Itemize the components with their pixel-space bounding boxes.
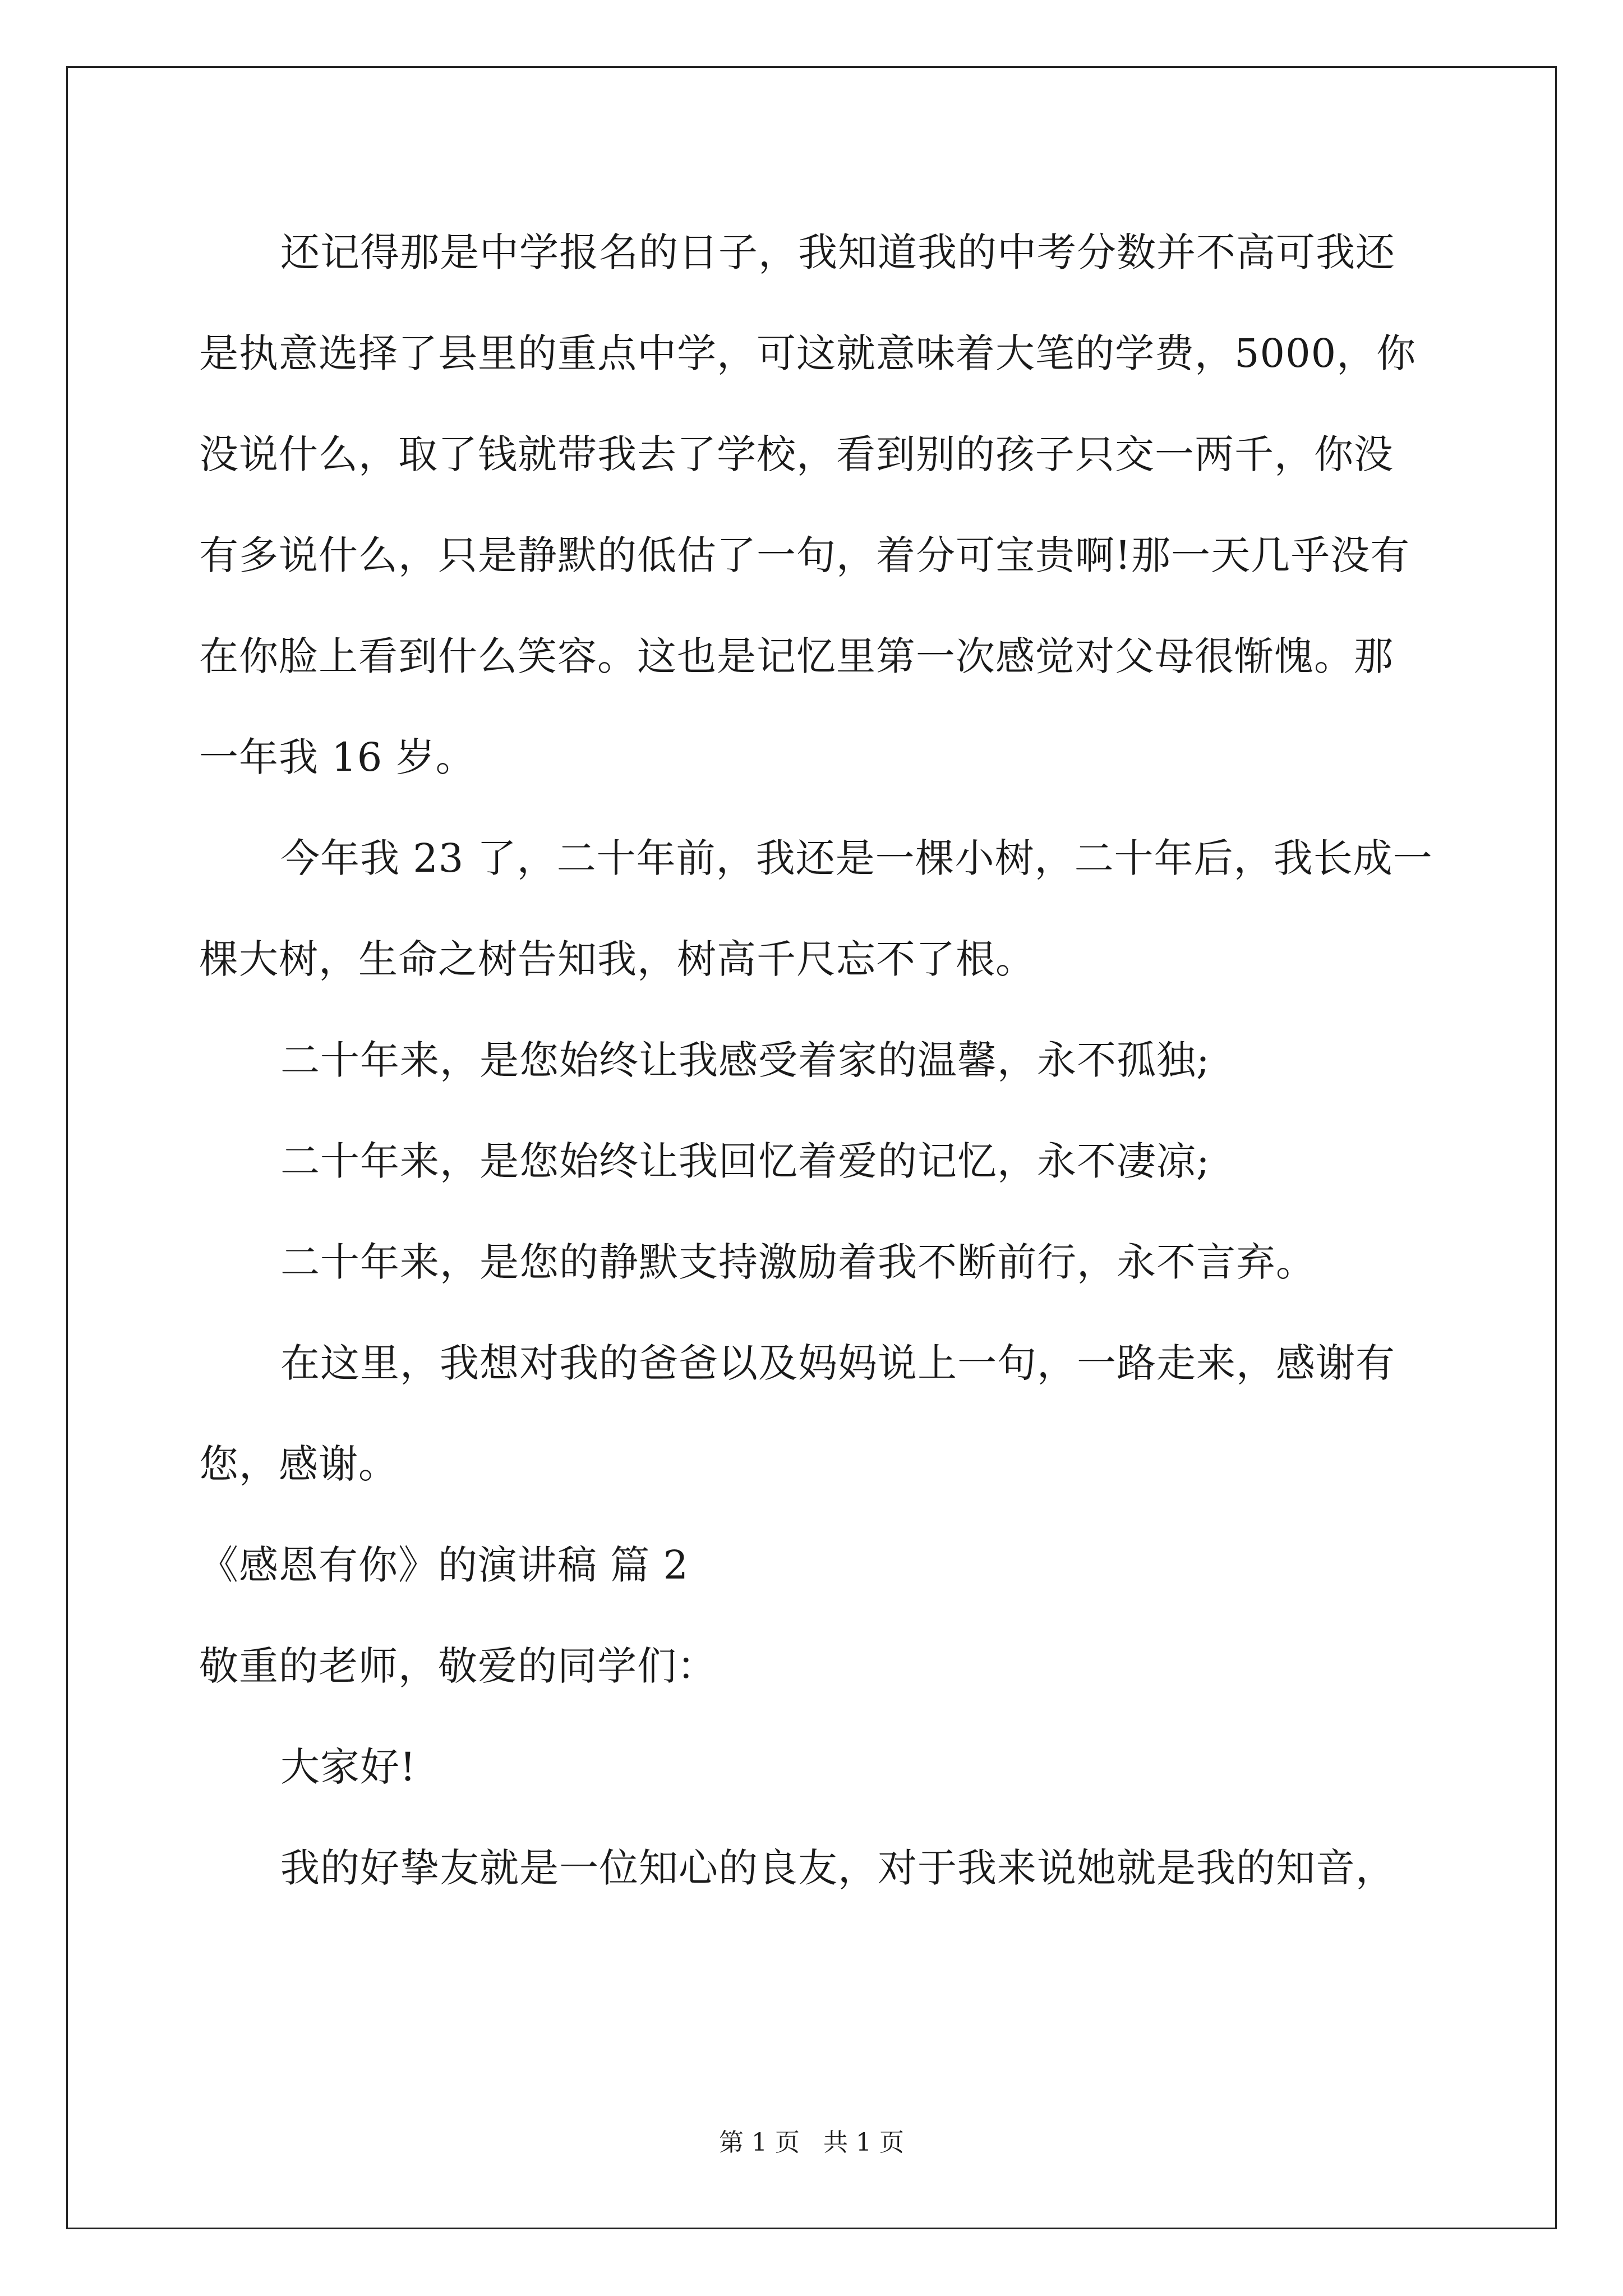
section-heading: 《感恩有你》的演讲稿 篇 2 — [199, 1542, 689, 1588]
paragraph-line: 在这里，我想对我的爸爸以及妈妈说上一句，一路走来，感谢有 — [280, 1340, 1395, 1386]
paragraph-line: 二十年来，是您的静默支持激励着我不断前行，永不言弃。 — [280, 1239, 1316, 1285]
salutation: 敬重的老师，敬爱的同学们： — [199, 1643, 717, 1689]
paragraph-line: 还记得那是中学报名的日子，我知道我的中考分数并不高可我还 — [280, 229, 1395, 275]
paragraph-line: 没说什么，取了钱就带我去了学校，看到别的孩子只交一两千，你没 — [199, 431, 1394, 477]
paragraph-line: 在你脸上看到什么笑容。这也是记忆里第一次感觉对父母很惭愧。那 — [199, 633, 1394, 679]
document-body — [199, 216, 1438, 1932]
paragraph-line: 二十年来，是您始终让我感受着家的温馨，永不孤独; — [280, 1037, 1210, 1083]
paragraph-line: 您，感谢。 — [199, 1441, 398, 1487]
paragraph-line: 今年我 23 了，二十年前，我还是一棵小树，二十年后，我长成一 — [280, 835, 1433, 881]
paragraph-line: 二十年来，是您始终让我回忆着爱的记忆，永不凄凉; — [280, 1138, 1210, 1184]
page-footer: 第 1 页 共 1 页 — [719, 2128, 904, 2157]
greeting: 大家好! — [280, 1744, 417, 1790]
paragraph-line: 一年我 16 岁。 — [199, 734, 476, 780]
paragraph-line: 棵大树，生命之树告知我，树高千尺忘不了根。 — [199, 936, 1035, 982]
paragraph-line: 有多说什么，只是静默的低估了一句，着分可宝贵啊!那一天几乎没有 — [199, 532, 1410, 578]
paragraph-line: 是执意选择了县里的重点中学，可这就意味着大笔的学费，5000，你 — [199, 330, 1417, 376]
paragraph-line: 我的好挚友就是一位知心的良友，对于我来说她就是我的知音， — [280, 1845, 1395, 1891]
